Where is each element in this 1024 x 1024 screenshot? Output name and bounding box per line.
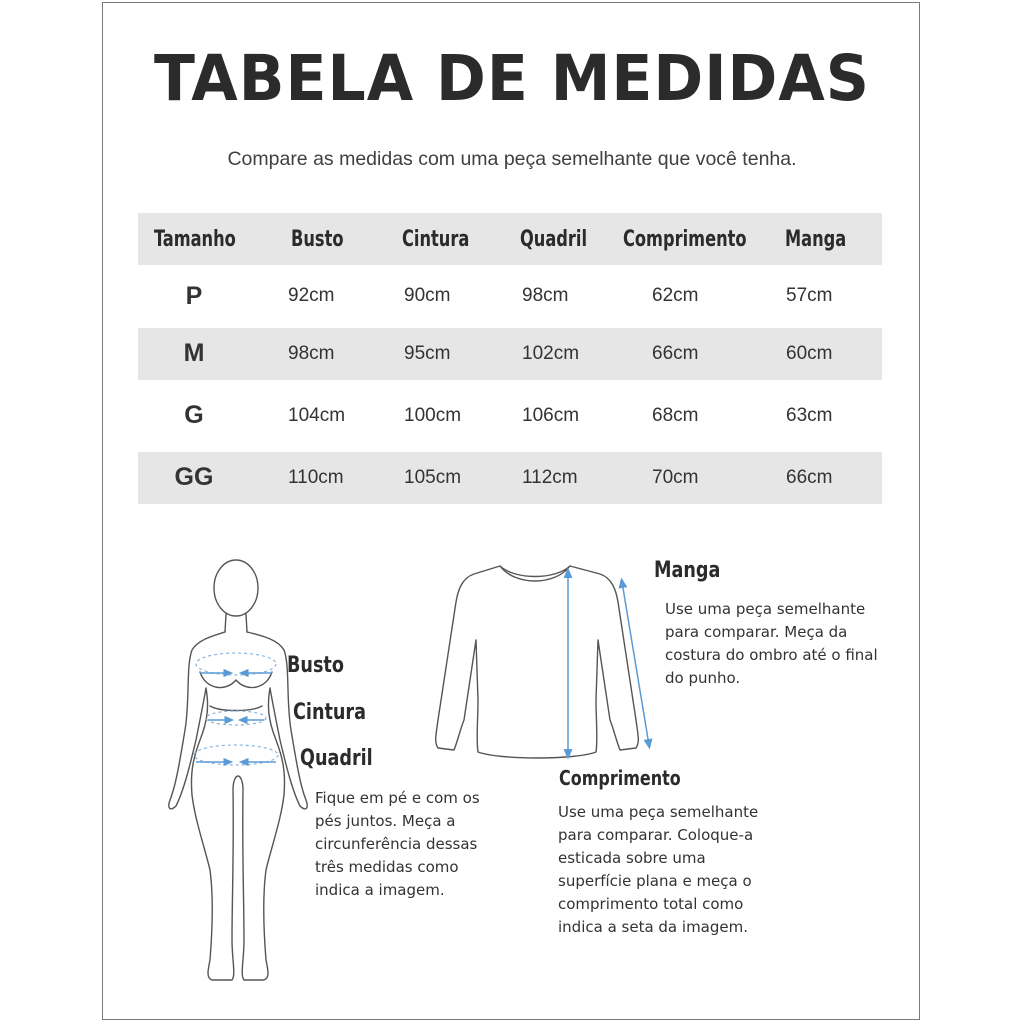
body-note-line: circunferência dessas [315, 835, 478, 853]
waist-cell: 100cm [404, 404, 462, 426]
header-cintura: Cintura [402, 226, 470, 252]
sleeve-note [665, 598, 878, 690]
hip-cell: 98cm [522, 285, 569, 307]
page-title: TABELA DE MEDIDAS [154, 42, 870, 116]
size-cell: P [185, 281, 203, 310]
sleeve-cell: 63cm [786, 404, 833, 426]
sleeve-note-line: para comparar. Meça da [665, 623, 848, 641]
hip-label: Quadril [300, 746, 373, 771]
waist-cell: 105cm [404, 466, 462, 488]
sleeve-cell: 60cm [786, 342, 833, 364]
hip-cell: 102cm [522, 342, 580, 364]
body-note-line: Fique em pé e com os [315, 789, 480, 807]
sleeve-note-line: Use uma peça semelhante [665, 600, 866, 618]
size-cell: M [183, 339, 205, 367]
waist-cell: 95cm [404, 342, 451, 364]
length-label: Comprimento [559, 766, 681, 790]
sleeve-cell: 57cm [786, 285, 833, 307]
hip-cell: 112cm [522, 466, 578, 488]
length-note-line: Use uma peça semelhante [558, 803, 759, 821]
length-cell: 70cm [652, 466, 699, 488]
header-busto: Busto [291, 226, 344, 252]
hip-cell: 106cm [522, 404, 580, 426]
length-note-line: indica a seta da imagem. [558, 918, 748, 936]
length-note-line: superfície plana e meça o [558, 872, 752, 890]
length-note [558, 801, 758, 939]
bust-cell: 110cm [288, 466, 344, 488]
header-tamanho: Tamanho [154, 226, 236, 252]
waist-cell: 90cm [404, 285, 451, 307]
header-quadril: Quadril [520, 226, 588, 252]
sleeve-label: Manga [654, 558, 721, 583]
length-cell: 66cm [652, 342, 699, 364]
header-comprimento: Comprimento [623, 226, 747, 252]
length-note-line: para comparar. Coloque-a [558, 826, 754, 844]
length-note-line: comprimento total como [558, 895, 744, 913]
bust-label: Busto [287, 653, 344, 678]
bust-cell: 98cm [288, 342, 335, 364]
body-note-line: três medidas como [315, 858, 459, 876]
length-cell: 68cm [652, 404, 699, 426]
length-cell: 62cm [652, 285, 699, 307]
header-manga: Manga [785, 226, 847, 252]
sleeve-note-line: costura do ombro até o final [665, 646, 878, 664]
length-note-line: esticada sobre uma [558, 849, 706, 867]
size-cell: G [184, 401, 204, 429]
page-subtitle: Compare as medidas com uma peça semelhante que você tenha. [227, 148, 797, 170]
size-cell: GG [174, 463, 214, 491]
body-note-line: pés juntos. Meça a [315, 812, 456, 830]
sleeve-cell: 66cm [786, 466, 833, 488]
body-note-line: indica a imagem. [315, 881, 445, 899]
waist-label: Cintura [293, 700, 366, 725]
bust-cell: 104cm [288, 404, 346, 426]
bust-cell: 92cm [288, 285, 335, 307]
sleeve-note-line: do punho. [665, 669, 741, 687]
